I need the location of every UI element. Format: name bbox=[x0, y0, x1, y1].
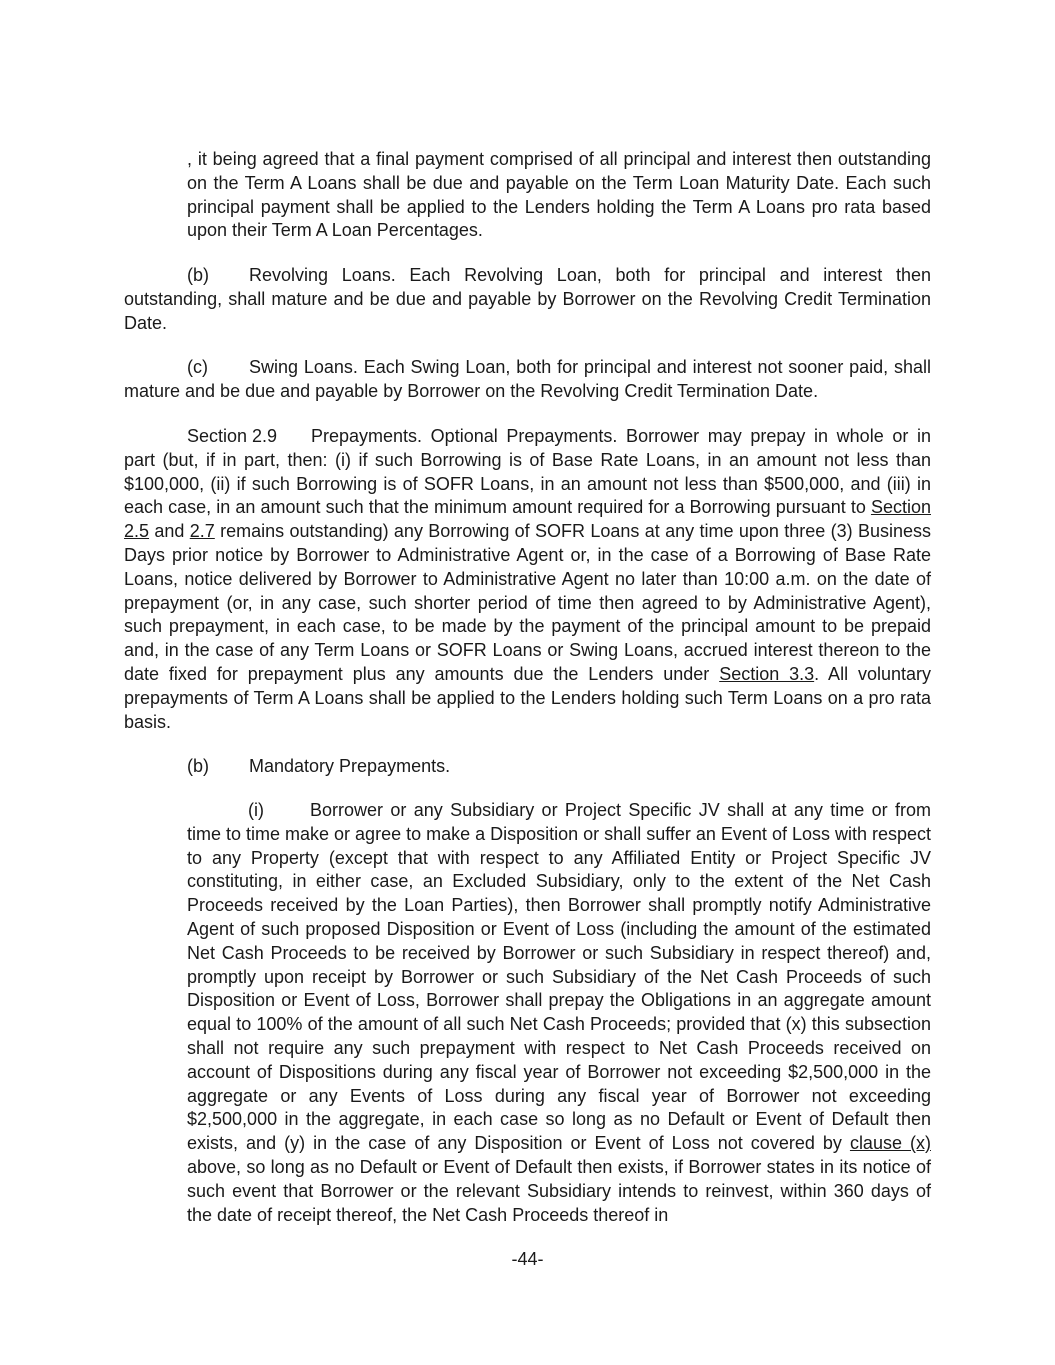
subparagraph-label: (i) bbox=[248, 800, 264, 820]
clause-reference: clause (x) bbox=[849, 1133, 931, 1154]
paragraph-heading: Swing Loans. bbox=[249, 357, 358, 377]
section-number: Section 2.9 bbox=[187, 426, 278, 446]
paragraph-b-mandatory-prepayments bbox=[124, 755, 931, 779]
section-reference: Section 2.5 bbox=[124, 497, 931, 542]
section-text: Borrower may prepay in whole or in part (but, if in part, then: (i) if such Borrowing is of Base Rate Loans, in an amount not less than $100,000, (ii) if such Borrowing is of SOFR Loans, in an amount not less than $500,000, and (iii) in each case, in an amount such that the minimum amount required for a Borrowing pursuant to bbox=[124, 426, 931, 518]
subparagraph-i bbox=[187, 799, 931, 1227]
paragraph-text: Each Swing Loan, both for principal and interest not sooner paid, shall mature and be due and payable by Borrower on the Revolving Credit Termination Date. bbox=[124, 357, 931, 401]
paragraph-heading: Mandatory Prepayments. bbox=[249, 756, 451, 776]
section-text: . All voluntary prepayments of Term A Loans shall be applied to the Lenders holding such Term Loans on a pro rata basis. bbox=[124, 663, 931, 732]
continuation-text: , it being agreed that a final payment comprised of all principal and interest then outstanding on the Term A Loans shall be due and payable on the Term Loan Maturity Date. Each such principal payment shall be applied to the Lenders holding the Term A Loans pro rata based upon their Term A Loan Percentages. bbox=[187, 149, 931, 241]
section-text: remains outstanding) any Borrowing of SOFR Loans at any time upon three (3) Business Days prior notice by Borrower to Administrative Agent or, in the case of a Borrowing of Base Rate Loans, notice delivered by Borrower to Administrative Agent no later than 10:00 a.m. on the date of prepayment (or, in any case, such shorter period of time then agreed to by Administrative Agent), such prepayment, in each case, to be made by the payment of the principal amount to be prepaid and, in the case of any Term Loans or SOFR Loans or Swing Loans, accrued interest thereon to the date fixed for prepayment plus any amounts due the Lenders under bbox=[124, 521, 931, 684]
paragraph-heading: Revolving Loans. bbox=[249, 265, 396, 285]
section-reference: 2.7 bbox=[189, 521, 215, 542]
paragraph-label: (c) bbox=[187, 357, 208, 377]
section-title: Prepayments. Optional Prepayments. bbox=[311, 426, 618, 446]
paragraph-b-revolving-loans bbox=[124, 264, 931, 335]
paragraph-c-swing-loans bbox=[124, 356, 931, 404]
section-2-9-prepayments bbox=[124, 425, 931, 734]
section-text: and bbox=[149, 521, 190, 542]
paragraph-text: Each Revolving Loan, both for principal and interest then outstanding, shall mature and be due and payable by Borrower on the Revolving Credit Termination Date. bbox=[124, 265, 931, 333]
subparagraph-text: Borrower or any Subsidiary or Project Specific JV shall at any time or from time to time make or agree to make a Disposition or shall suffer an Event of Loss with respect to any Property (except that with respect to any Affiliated Entity or Project Specific JV constituting, in either case, an Excluded Subsidiary, only to the extent of the Net Cash Proceeds received by the Loan Parties), then Borrower shall promptly notify Administrative Agent of such proposed Disposition or Event of Loss (including the amount of the estimated Net Cash Proceeds to be received by Borrower or such Subsidiary in respect thereof) and, promptly upon receipt by Borrower or such Subsidiary of the Net Cash Proceeds of such Disposition or Event of Loss, Borrower shall prepay the Obligations in an aggregate amount equal to 100% of the amount of all such Net Cash Proceeds; provided that (x) this subsection shall not require any such prepayment with respect to Net Cash Proceeds received on account of Dispositions during any fiscal year of Borrower not exceeding $2,500,000 in the aggregate or any Events of Loss during any fiscal year of Borrower not exceeding $2,500,000 in the aggregate, in each case so long as no Default or Event of Default then exists, and (y) in the case of any Disposition or Event of Loss not covered by bbox=[187, 800, 932, 1154]
subparagraph-text: above, so long as no Default or Event of Default then exists, if Borrower states in its notice of such event that Borrower or the relevant Subsidiary intends to reinvest, within 360 days of the date of receipt thereof, the Net Cash Proceeds thereof in bbox=[187, 1156, 931, 1225]
paragraph-label: (b) bbox=[187, 265, 209, 285]
section-reference: Section 3.3 bbox=[719, 663, 815, 684]
continuation-paragraph bbox=[187, 148, 931, 243]
paragraph-label: (b) bbox=[187, 756, 209, 776]
page-number: -44- bbox=[511, 1249, 544, 1269]
